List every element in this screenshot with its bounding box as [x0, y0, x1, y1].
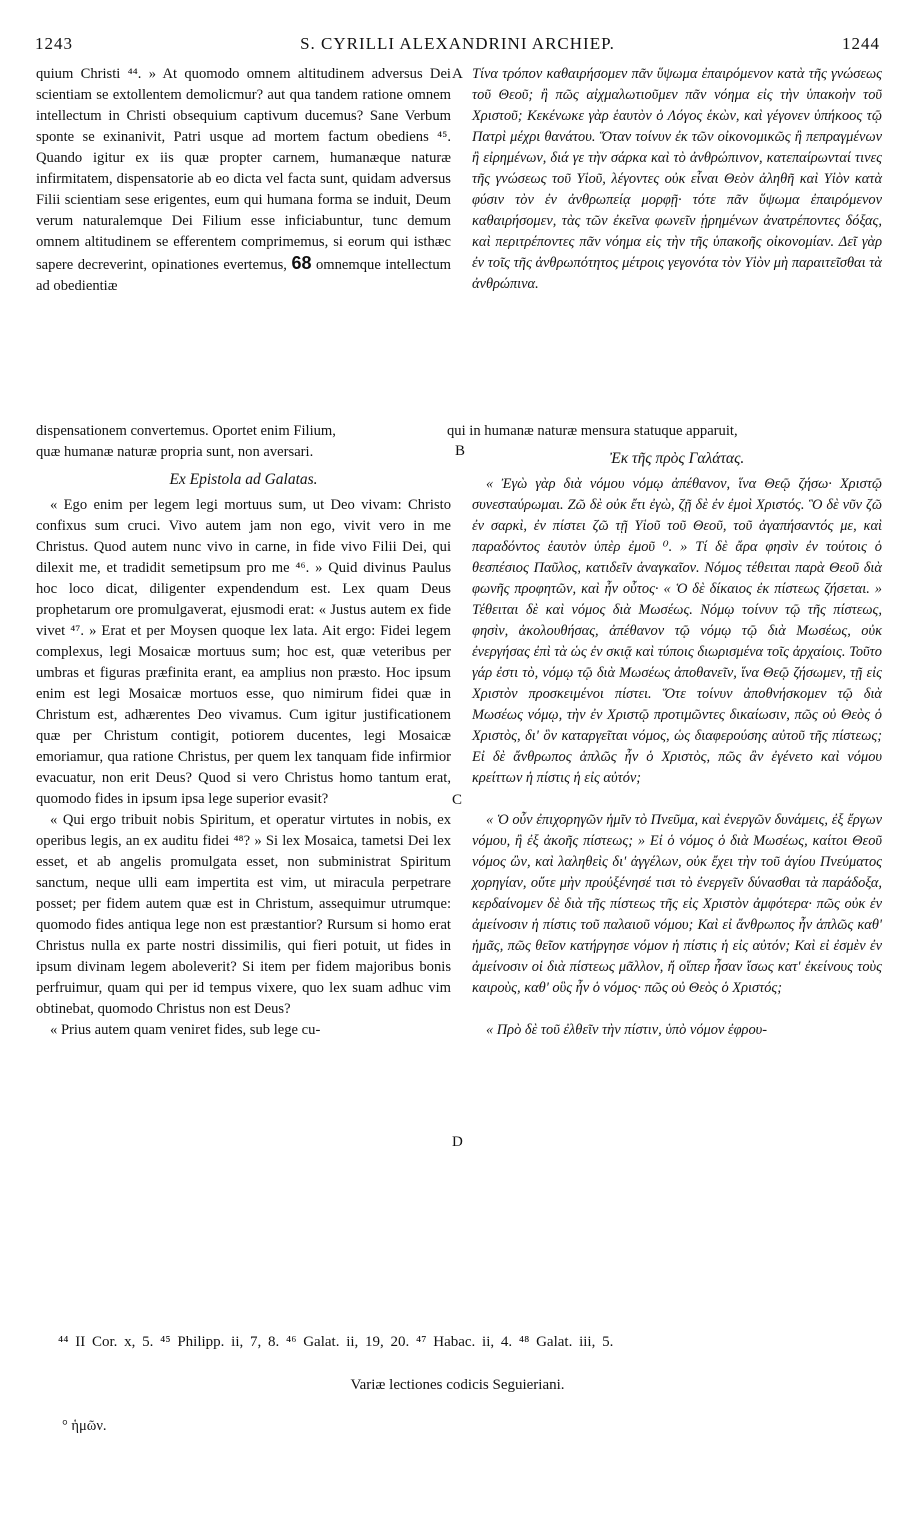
latin-section-heading: Ex Epistola ad Galatas. [169, 471, 318, 488]
footnotes: ⁴⁴ II Cor. x, 5. ⁴⁵ Philipp. ii, 7, 8. ⁴⁶ Galat. ii, 19, 20. ⁴⁷ Habac. ii, 4. ⁴⁸ Galat. iii, 5. [58, 1334, 614, 1350]
running-title: S. CYRILLI ALEXANDRINI ARCHIEP. [300, 34, 615, 53]
latin-paragraph-1 [36, 64, 451, 297]
latin-column-top [36, 64, 451, 297]
latin-paragraph-4: « Prius autem quam veniret fides, sub lege cu- [50, 1022, 321, 1038]
latin-paragraph-1-end: quæ humanæ naturæ propria sunt, non aversari. [36, 444, 314, 460]
latin-paragraph-3: « Qui ergo tribuit nobis Spiritum, et operatur virtutes in nobis, ex operibus legis, an ex auditu fidei ⁴⁸? » Si lex Mosaica, tametsi Dei lex esset, et ab angelis promulgata esset, non subministrat Spiritum sanctum, neque ulli eam impertita est vim, ut miracula perpetrare posset; per fidem autem quæ est in Christum, assequimur utrumque: quomodo fides antiqua lege non est præstantior? Rursum si homo erat Christus nulla ex parte nostri dissimilis, qui fieri potuit, ut fides in ipsum divinam legem aboleverit? Si item per fidem majoribus bonis perfruimur, quam qui per id tempus vixere, quo lex suam adhuc vim obtinebat, quomodo Christus non est Deus? [36, 812, 451, 1017]
latin-paragraph-1-text: quium Christi ⁴⁴. » At quomodo omnem altitudinem adversus Dei scientiam se extollentem demolicmur? aut qua tandem ratione omnem intellectum in Christi obsequium captivum ducemus? Sane Verbum sponte se exinanivit, Patri usque ad mortem factum obediens ⁴⁵. Quando igitur ex iis quæ propter carnem, humanæque naturæ infirmitatem, dispensatorie ab eo dicta vel facta sunt, quidam adversus Filii scientiam sese erigentes, eum qui humana forma se induit, Deum verum naturalemque Dei Filium esse inficiabuntur, tunc demum omnem altitudinem se efferentem comprimemus, si eorum qui isthæc sapere decreverint, opinationes evertemus, [36, 66, 451, 273]
greek-paragraph-2: « Ἐγὼ γὰρ διὰ νόμου νόμῳ ἀπέθανον, ἵνα Θεῷ ζήσω· Χριστῷ συνεσταύρωμαι. Ζῶ δὲ οὐκ ἔτι ἐγὼ, ζῇ δὲ ἐν ἐμοὶ Χριστός. Ὃ δὲ νῦν ζῶ ἐν σαρκὶ, ἐν πίστει ζῶ τῇ Υἱοῦ τοῦ Θεοῦ, τοῦ ἀγαπήσαντός με, καὶ παραδόντος ἑαυτὸν ὑπὲρ ἐμοῦ ⁰. » Τί δὲ ἄρα φησὶν ἐν τούτοις ὁ θεσπέσιος Παῦλος, κατιδεῖν ἀναγκαῖον. Νόμος τέθειται παρὰ Θεοῦ διὰ φωνῆς προφητῶν, καὶ ἦν οὗτος· « Ὁ δὲ δίκαιος ἐκ πίστεως ζήσεται. » Τέθειται δὲ καὶ νόμος διὰ Μωσέως. Νόμῳ τοίνυν τῷ τῆς πίστεως, φησὶν, ἀκολουθήσας, ἀπέθανον τῷ νόμῳ τῷ διὰ Μωσέως, οὐκ ἐνεργήσας ἐπὶ τὰ ὡς ἐν σκιᾷ καὶ τύποις διωρισμένα τοῖς ἀρχαίοις. Τοῦτο γάρ ἐστι τὸ, νόμῳ τῷ διὰ Μωσέως ἀποθανεῖν, ἵνα Θεῷ ζήσωμεν, τῇ εἰς Χριστὸν προσκειμένοι πίστει. Ὅτε τοίνυν ἀποθνήσκομεν τῷ διὰ Μωσέως νόμῳ, τὴν ἐν Χριστῷ προτιμῶντες δικαίωσιν, πῶς οὐ Θεὸς ὁ Χριστὸς, δι' ὃν καταργεῖται νόμος, ὡς διαφερούσης αὐτοῦ τῆς πίστεως; Εἰ δὲ ἄνθρωπος ἁπλῶς ἦν ὁ Χριστὸς, πῶς ἂν ἐγένετο καὶ νόμου κρείττων ἡ πίστις ἡ εἰς αὐτόν; [472, 476, 882, 786]
margin-marker-c: C [452, 792, 463, 808]
greek-paragraph-1: Τίνα τρόπον καθαιρήσομεν πᾶν ὕψωμα ἐπαιρόμενον κατὰ τῆς γνώσεως τοῦ Θεοῦ; ἢ πῶς αἰχμαλωτιοῦμεν πᾶν νόημα εἰς τὴν ὑπακοὴν τοῦ Χριστοῦ; Κεκένωκε γὰρ ἑαυτὸν ὁ Λόγος ἑκὼν, καὶ γέγονεν ὑπήκοος τῷ Πατρὶ μέχρι θανάτου. Ὅταν τοίνυν ἐκ τῶν οἰκονομικῶς ἢ πεπραγμένων ἢ εἰρημένων, διά γε τὴν σάρκα καὶ τὸ ἀνθρώπινον, κατεπαίρωνταί τινες τῆς γνώσεως τοῦ Υἱοῦ, λέγοντες οὐκ εἶναι Θεὸν ἀληθῆ καὶ Υἱὸν κατὰ φύσιν τὸν ἐν ἀνθρωπείᾳ μορφῇ· τότε πᾶν ὕψωμα ἐπαιρόμενον καθαιρήσομεν, τὰς τῶν ἐκεῖνα φωνεῖν ᾑρημένων ἀνατρέποντες δόξας, καὶ περιτρέποντες πᾶν νόημα εἰς τὴν τῆς ὑπακοῆς οἰκονομίαν. Δεῖ γὰρ ἐν τοῖς τῆς ἀνθρωπότητος μέτροις γεγονότα τὸν Υἱὸν μὴ παραιτεῖσθαι τὰ ἀνθρώπινα. [472, 66, 882, 292]
margin-marker-d: D [452, 1134, 463, 1150]
cross-line-continuation: qui in humanæ naturæ mensura statuque apparuit, [447, 423, 738, 439]
latin-column-bottom [36, 421, 451, 1041]
page-header [35, 34, 880, 58]
greek-paragraph-3: « Ὁ οὖν ἐπιχορηγῶν ἡμῖν τὸ Πνεῦμα, καὶ ἐνεργῶν δυνάμεις, ἐξ ἔργων νόμου, ἢ ἐξ ἀκοῆς πίστεως; » Εἰ ὁ νόμος ὁ διὰ Μωσέως, καίτοι Θεοῦ νόμος ὢν, καὶ λαληθεὶς δι' ἀγγέλων, οὐκ ἔχει τὴν τοῦ ἁγίου Πνεύματος χορηγίαν, οὔτε μὴν προὐξένησέ τισι τὸ ἐνεργεῖν δύνασθαι τὰ παράδοξα, κερδαίνομεν δὲ διὰ τῆς πίστεως τῆς εἰς Χριστὸν ἀμφότερα· πῶς οὐκ ἐν ἀμείνοσιν ἡ πίστις τοῦ παλαιοῦ νόμου; Καὶ εἰ ἄνθρωπος ἦν ἁπλῶς καθ' ἡμᾶς, πῶς θεῖον κατήργησε νόμον ἡ πίστις ἡ εἰς αὐτόν; Καὶ εἰ ἐσμὲν ἐν ἀμείνοσιν οἱ διὰ πίστεως μᾶλλον, ἤ οἵπερ ἦσαν ἴσως κατ' ἐκείνους τοὺς καιροὺς, καθ' οὓς ἦν ὁ νόμος· πῶς οὐ Θεὸς ὁ Χριστός; [472, 812, 882, 996]
column-number: 68 [291, 253, 312, 273]
variae-lectiones-heading: Variæ lectiones codicis Seguieriani. [350, 1377, 565, 1393]
greek-column-bottom [472, 442, 882, 1041]
margin-marker-a: A [452, 66, 463, 82]
greek-column-top [472, 64, 882, 295]
latin-paragraph-1-tail: omnemque intellectum ad obedientiæ [36, 257, 451, 294]
page-number-left: 1243 [35, 34, 73, 53]
margin-marker-b: B [455, 443, 466, 459]
greek-paragraph-4: « Πρὸ δὲ τοῦ ἐλθεῖν τὴν πίστιν, ὑπὸ νόμον ἐφρου- [486, 1022, 768, 1038]
page-number-right: 1244 [842, 34, 880, 53]
cross-line-latin: dispensationem convertemus. Oportet enim Filium, [36, 423, 336, 439]
latin-paragraph-2: « Ego enim per legem legi mortuus sum, ut Deo vivam: Christo confixus sum cruci. Vivo autem jam non ego, vivit vero in me Christus. Quod autem nunc vivo in carne, in fide vivo Filii Dei, qui dilexit me, et tradidit semetipsum pro me ⁴⁶. » Quid divinus Paulus hoc loco dicat, diligenter expendendum est. Lex quam Deus prophetarum ore promulgaverat, ejusmodi erat: « Justus autem ex fide vivet ⁴⁷. » Erat et per Moysen quoque lex lata. Ait ergo: Fidei legem complexus, legi Mosaicæ mortuus sum; hoc est, quæ veteribus per umbras et figuras præfinita erant, ea amplius non præsto. Hoc ipsum enim est legi Mosaicæ mortuos esse, quo nimirum fidei quæ in Christum est, adhærentes Deo vivamus. Cum igitur justificationem quæ per Christum contigit, potiorem ducentes, legi Mosaicæ emoriamur, qua ratione Christus, per quem lex tanquam fide infirmior evacuatur, non erit Deus? Quod si vero Christus homo tantum erat, quomodo fides in ipsum ipsa lege superior evasit? [36, 497, 451, 807]
variae-lectiones-note: ° ἡμῶν. [62, 1418, 107, 1434]
greek-section-heading: Ἐκ τῆς πρὸς Γαλάτας. [609, 450, 745, 467]
